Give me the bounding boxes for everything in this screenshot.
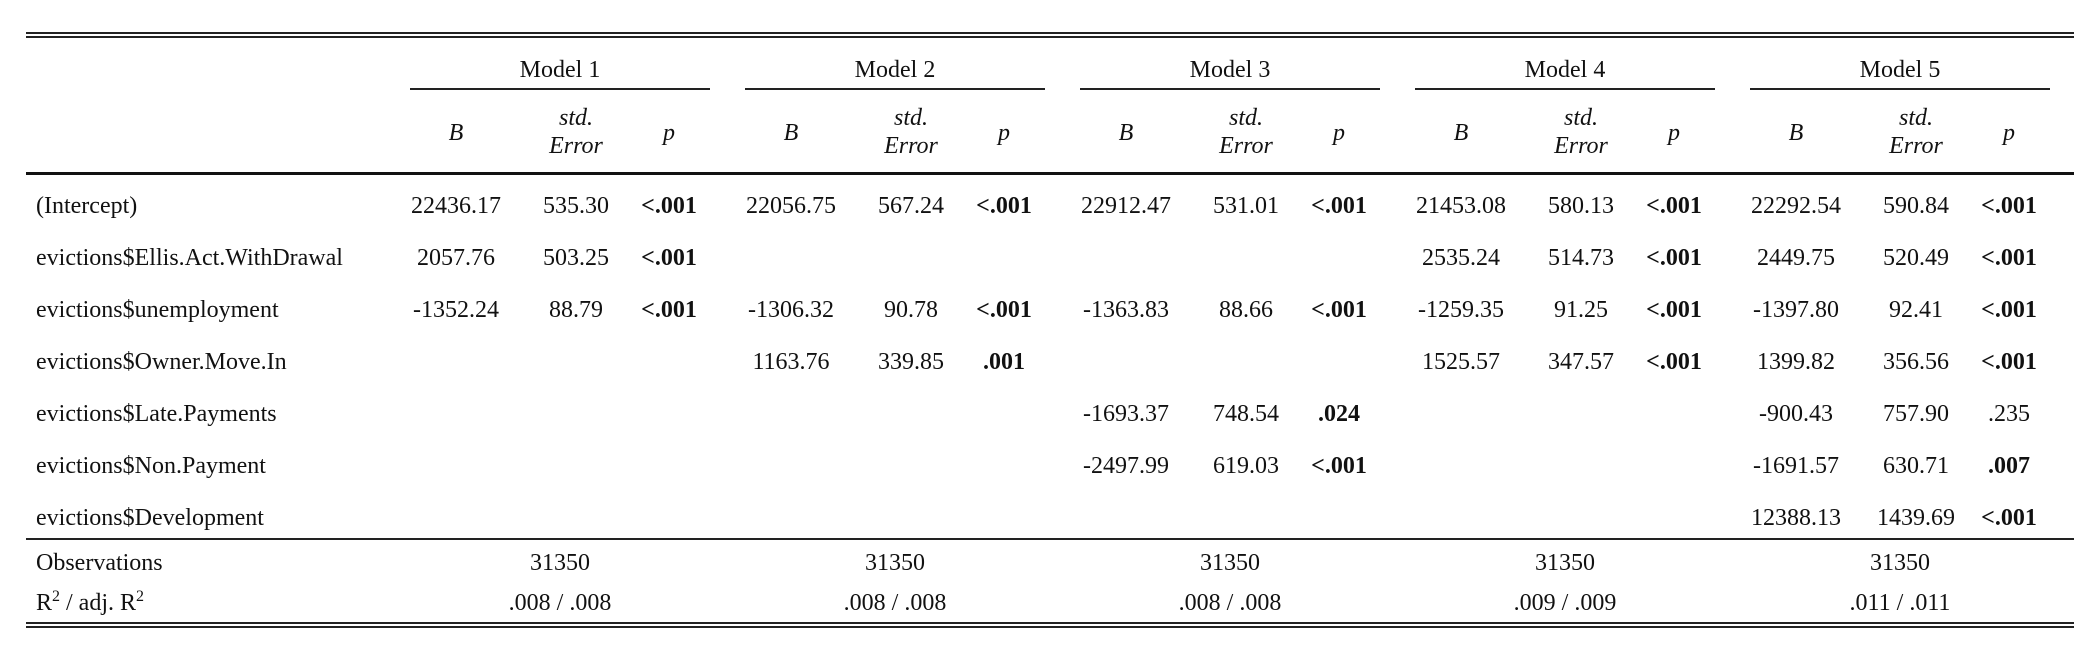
p-value: <.001 — [641, 193, 697, 219]
coef-value: -1306.32 — [748, 297, 834, 323]
std-error-value: 535.30 — [543, 193, 609, 219]
p-value: <.001 — [641, 245, 697, 271]
std-error-value: 757.90 — [1883, 401, 1949, 427]
p-value: <.001 — [1311, 193, 1367, 219]
std-error-value: 88.79 — [549, 297, 603, 323]
coef-value: 1163.76 — [752, 349, 830, 375]
p-value: <.001 — [1311, 297, 1367, 323]
coef-value: -2497.99 — [1083, 453, 1169, 479]
p-value: <.001 — [1646, 245, 1702, 271]
r-squared-label: $R^2$ / adj. $R^2$ — [36, 588, 145, 616]
p-value: <.001 — [976, 297, 1032, 323]
model-header-underline — [745, 88, 1045, 90]
coef-value: 22436.17 — [411, 193, 501, 219]
observations-value: 31350 — [865, 550, 925, 576]
std-error-value: 580.13 — [1548, 193, 1614, 219]
coef-value: -1691.57 — [1753, 453, 1839, 479]
model-header: Model 5 — [1859, 57, 1941, 83]
p-value: <.001 — [1646, 297, 1702, 323]
std-error-value: 90.78 — [884, 297, 938, 323]
p-value: <.001 — [1981, 349, 2037, 375]
coef-value: 22292.54 — [1751, 193, 1841, 219]
std-error-value: 339.85 — [878, 349, 944, 375]
bottom-double-rule — [26, 622, 2074, 628]
observations-label: Observations — [36, 550, 163, 576]
r-squared-value: .008 / .008 — [1178, 590, 1282, 616]
top-double-rule — [26, 32, 2074, 38]
std-error-header: std. Error — [884, 105, 938, 159]
row-label: (Intercept) — [36, 193, 138, 219]
p-value-header: p — [1333, 120, 1345, 146]
model-header: Model 4 — [1524, 57, 1606, 83]
coef-value: 1525.57 — [1422, 349, 1500, 375]
coef-value: 1399.82 — [1757, 349, 1835, 375]
row-label: evictions$Late.Payments — [36, 401, 277, 427]
std-error-value: 88.66 — [1219, 297, 1273, 323]
p-value: <.001 — [641, 297, 697, 323]
p-value: <.001 — [1981, 505, 2037, 531]
stats-top-rule — [26, 538, 2074, 540]
coef-b-header: B — [1118, 120, 1134, 146]
std-error-value: 590.84 — [1883, 193, 1949, 219]
p-value: <.001 — [1311, 453, 1367, 479]
coef-b-header: B — [448, 120, 464, 146]
std-error-header: std. Error — [1554, 105, 1608, 159]
coef-value: -1397.80 — [1753, 297, 1839, 323]
row-label: evictions$Development — [36, 505, 264, 531]
p-value-header: p — [2003, 120, 2015, 146]
model-header: Model 3 — [1189, 57, 1271, 83]
r-squared-value: .008 / .008 — [843, 590, 947, 616]
std-error-header: std. Error — [1219, 105, 1273, 159]
coef-value: -1352.24 — [413, 297, 499, 323]
coef-value: 21453.08 — [1416, 193, 1506, 219]
p-value: <.001 — [1646, 349, 1702, 375]
model-header-underline — [1080, 88, 1380, 90]
p-value: <.001 — [1646, 193, 1702, 219]
std-error-value: 748.54 — [1213, 401, 1279, 427]
observations-value: 31350 — [1535, 550, 1595, 576]
row-label: evictions$Non.Payment — [36, 453, 266, 479]
p-value-header: p — [663, 120, 675, 146]
coef-value: 22056.75 — [746, 193, 836, 219]
std-error-value: 619.03 — [1213, 453, 1279, 479]
p-value: .235 — [1988, 401, 2030, 427]
p-value: .007 — [1988, 453, 2030, 479]
coef-value: 22912.47 — [1081, 193, 1171, 219]
std-error-value: 91.25 — [1554, 297, 1608, 323]
r-squared-value: .008 / .008 — [508, 590, 612, 616]
header-bottom-rule — [26, 172, 2074, 175]
observations-value: 31350 — [530, 550, 590, 576]
r-squared-value: .011 / .011 — [1849, 590, 1951, 616]
std-error-value: 520.49 — [1883, 245, 1949, 271]
std-error-value: 347.57 — [1548, 349, 1614, 375]
r-squared-value: .009 / .009 — [1513, 590, 1617, 616]
model-header: Model 1 — [519, 57, 601, 83]
p-value-header: p — [998, 120, 1010, 146]
coef-value: -1693.37 — [1083, 401, 1169, 427]
std-error-value: 514.73 — [1548, 245, 1614, 271]
std-error-value: 92.41 — [1889, 297, 1943, 323]
p-value: <.001 — [1981, 297, 2037, 323]
model-header-underline — [1415, 88, 1715, 90]
std-error-header: std. Error — [1889, 105, 1943, 159]
coef-value: -1363.83 — [1083, 297, 1169, 323]
p-value: <.001 — [976, 193, 1032, 219]
p-value: <.001 — [1981, 193, 2037, 219]
coef-value: -900.43 — [1759, 401, 1833, 427]
p-value: .001 — [983, 349, 1025, 375]
observations-value: 31350 — [1870, 550, 1930, 576]
std-error-value: 1439.69 — [1877, 505, 1955, 531]
coef-b-header: B — [783, 120, 799, 146]
coef-value: -1259.35 — [1418, 297, 1504, 323]
coef-value: 2057.76 — [417, 245, 495, 271]
std-error-value: 630.71 — [1883, 453, 1949, 479]
row-label: evictions$Ellis.Act.WithDrawal — [36, 245, 343, 271]
coef-b-header: B — [1453, 120, 1469, 146]
model-header-underline — [1750, 88, 2050, 90]
std-error-value: 356.56 — [1883, 349, 1949, 375]
std-error-value: 503.25 — [543, 245, 609, 271]
row-label: evictions$unemployment — [36, 297, 279, 323]
std-error-header: std. Error — [549, 105, 603, 159]
observations-value: 31350 — [1200, 550, 1260, 576]
p-value: <.001 — [1981, 245, 2037, 271]
p-value-header: p — [1668, 120, 1680, 146]
coef-b-header: B — [1788, 120, 1804, 146]
coef-value: 2449.75 — [1757, 245, 1835, 271]
row-label: evictions$Owner.Move.In — [36, 349, 287, 375]
model-header: Model 2 — [854, 57, 936, 83]
model-header-underline — [410, 88, 710, 90]
coef-value: 2535.24 — [1422, 245, 1500, 271]
p-value: .024 — [1318, 401, 1360, 427]
std-error-value: 531.01 — [1213, 193, 1279, 219]
std-error-value: 567.24 — [878, 193, 944, 219]
coef-value: 12388.13 — [1751, 505, 1841, 531]
